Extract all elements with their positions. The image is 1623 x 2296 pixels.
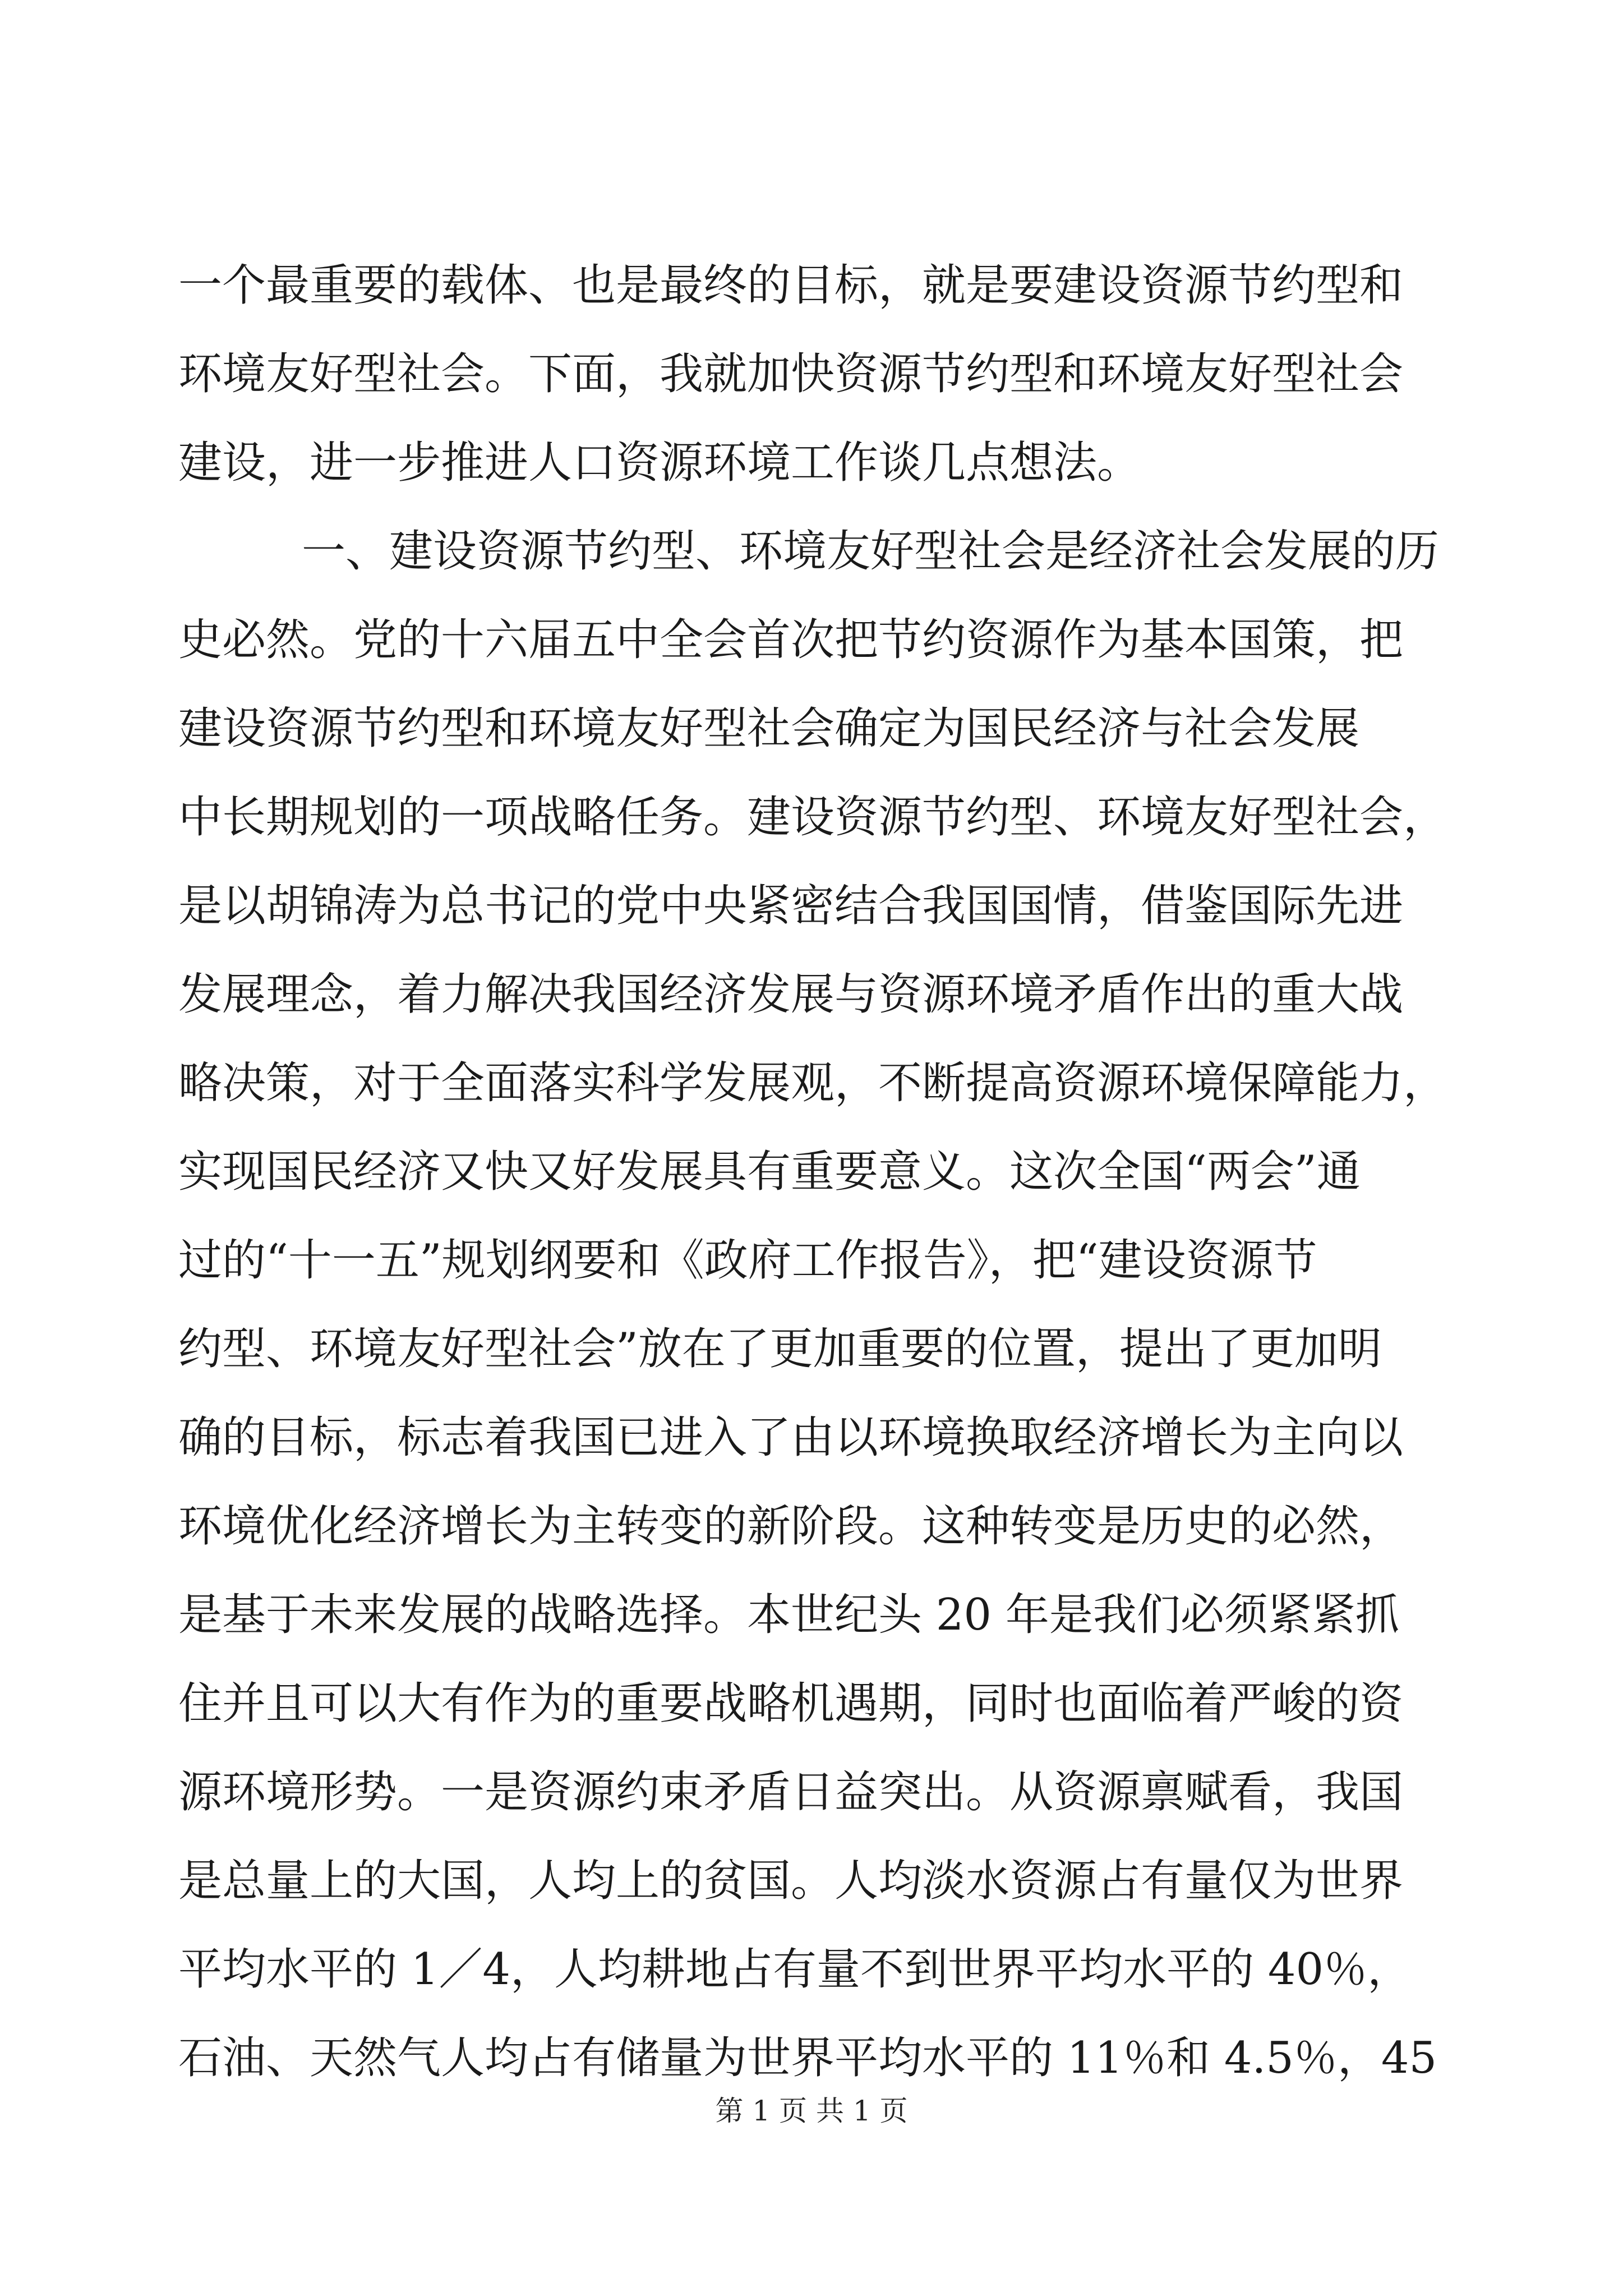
text-line: 环境优化经济增长为主转变的新阶段。这种转变是历史的必然，	[178, 1501, 1404, 1552]
page-footer: 第 1 页 共 1 页	[715, 2095, 908, 2127]
text-line: 中长期规划的一项战略任务。建设资源节约型、环境友好型社会，	[178, 792, 1447, 843]
text-line: 石油、天然气人均占有储量为世界平均水平的 11％和 4.5％，45	[178, 2033, 1437, 2083]
text-line: 实现国民经济又快又好发展具有重要意义。这次全国“两会”通	[178, 1147, 1361, 1197]
text-line: 住并且可以大有作为的重要战略机遇期，同时也面临着严峻的资	[178, 1678, 1404, 1729]
text-line: 是基于未来发展的战略选择。本世纪头 20 年是我们必须紧紧抓	[178, 1590, 1399, 1640]
text-line: 平均水平的 1／4，人均耕地占有量不到世界平均水平的 40％，	[178, 1944, 1412, 1995]
text-line: 确的目标，标志着我国已进入了由以环境换取经济增长为主向以	[178, 1412, 1404, 1463]
text-line: 建设，进一步推进人口资源环境工作谈几点想法。	[178, 438, 1141, 488]
text-line: 建设资源节约型和环境友好型社会确定为国民经济与社会发展	[178, 703, 1360, 754]
text-line: 一个最重要的载体、也是最终的目标，就是要建设资源节约型和	[178, 260, 1404, 311]
text-line: 发展理念，着力解决我国经济发展与资源环境矛盾作出的重大战	[178, 969, 1404, 1020]
paragraph-heading-line: 一、建设资源节约型、环境友好型社会是经济社会发展的历	[302, 526, 1440, 577]
text-line: 是以胡锦涛为总书记的党中央紧密结合我国国情，借鉴国际先进	[178, 881, 1404, 931]
text-line: 过的“十一五”规划纲要和《政府工作报告》，把“建设资源节	[178, 1235, 1317, 1286]
text-line: 约型、环境友好型社会”放在了更加重要的位置，提出了更加明	[178, 1324, 1382, 1374]
text-line: 史必然。党的十六届五中全会首次把节约资源作为基本国策，把	[178, 615, 1404, 665]
text-line: 环境友好型社会。下面，我就加快资源节约型和环境友好型社会	[178, 349, 1404, 399]
text-line: 源环境形势。一是资源约束矛盾日益突出。从资源禀赋看，我国	[178, 1767, 1404, 1818]
text-line: 是总量上的大国，人均上的贫国。人均淡水资源占有量仅为世界	[178, 1856, 1404, 1906]
text-line: 略决策，对于全面落实科学发展观，不断提高资源环境保障能力，	[178, 1058, 1447, 1108]
